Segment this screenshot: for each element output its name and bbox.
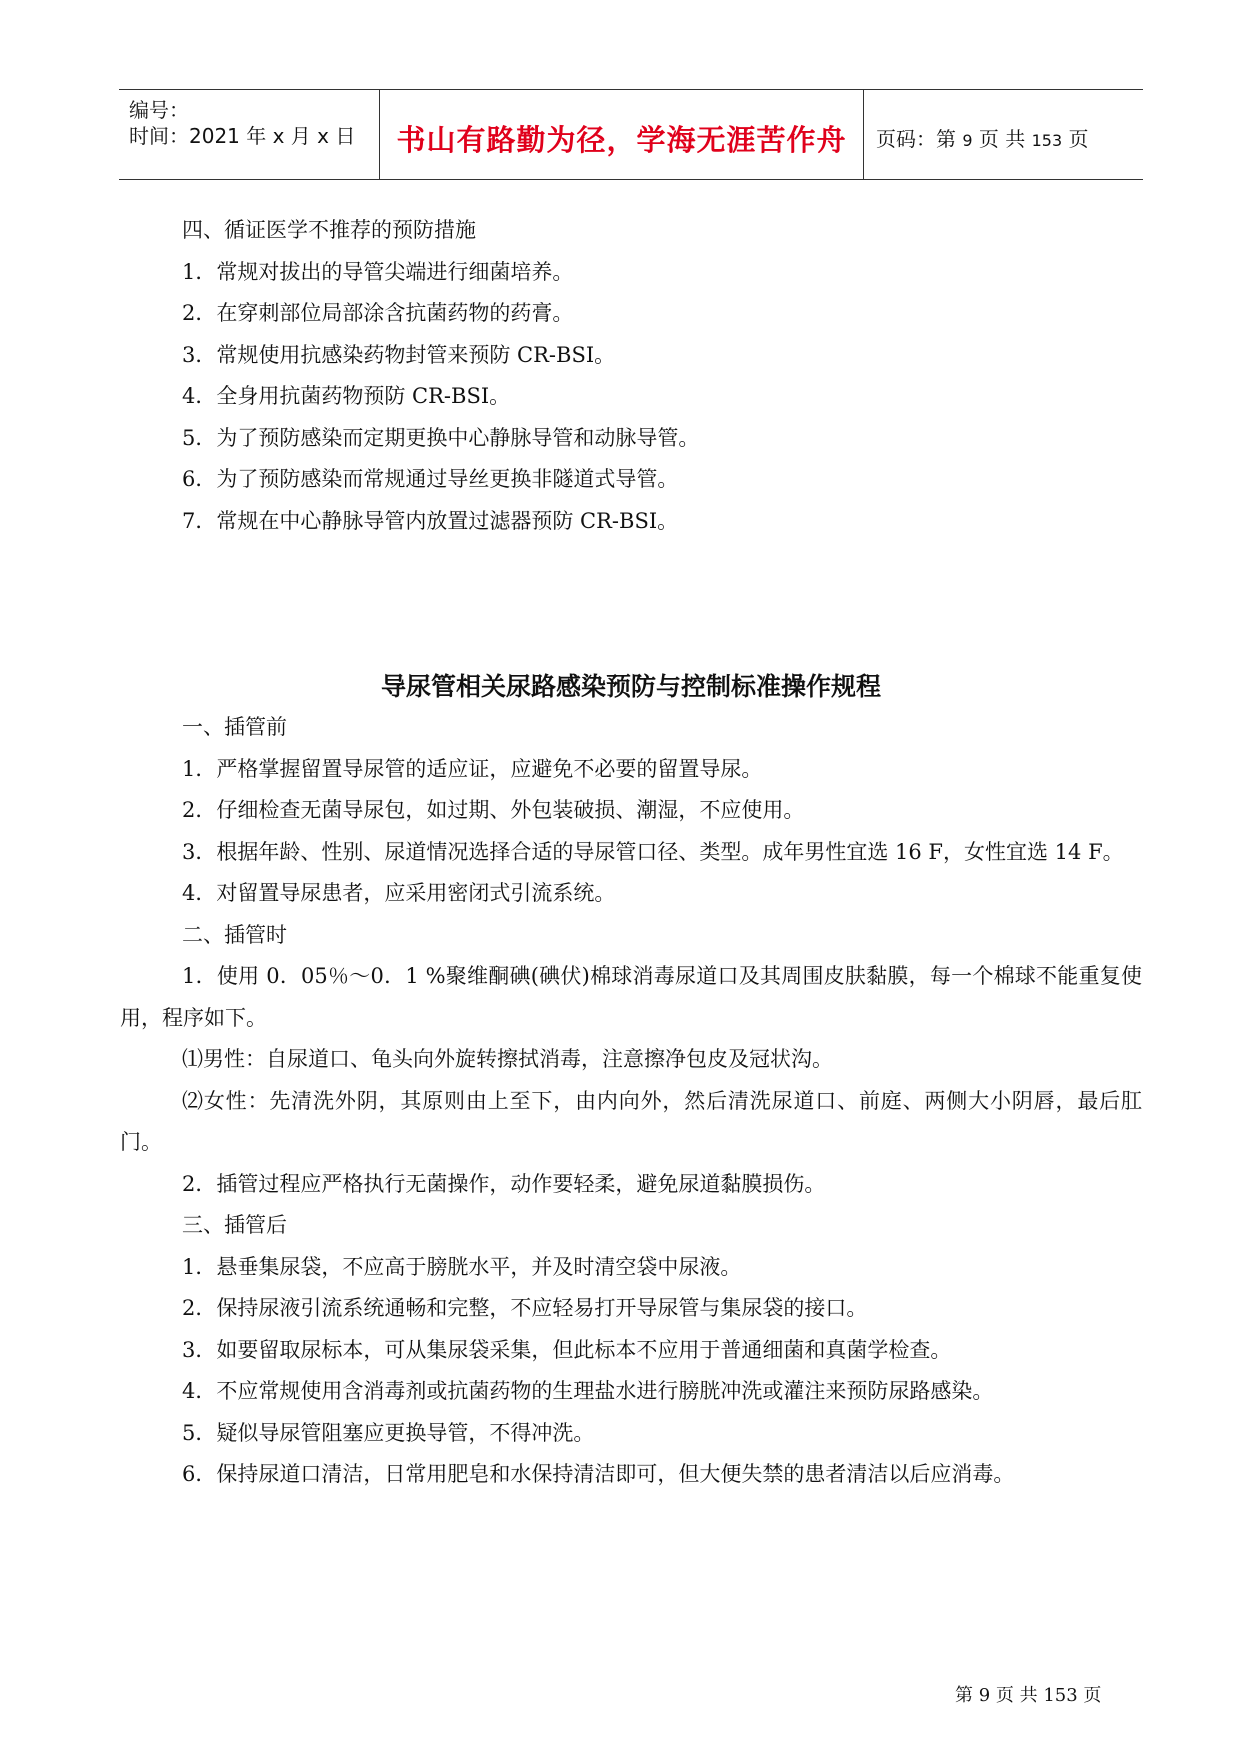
list-item: 2．插管过程应严格执行无菌操作，动作要轻柔，避免尿道黏膜损伤。 <box>182 1171 826 1196</box>
document-date: 时间：2021 年 x 月 x 日 <box>129 124 356 148</box>
header-page-mid: 页 共 <box>978 127 1026 151</box>
list-item: ⑴男性：自尿道口、龟头向外旋转擦拭消毒，注意擦净包皮及冠状沟。 <box>182 1047 833 1071</box>
list-item: 2．仔细检查无菌导尿包，如过期、外包装破损、潮湿，不应使用。 <box>182 798 805 822</box>
header-motto: 书山有路勤为径，学海无涯苦作舟 <box>396 123 847 157</box>
section-title: 导尿管相关尿路感染预防与控制标准操作规程 <box>380 672 881 701</box>
list-item: 6．为了预防感染而常规通过导丝更换非隧道式导管。 <box>182 467 679 491</box>
list-item: ⑵女性：先清洗外阴，其原则由上至下，由内向外，然后清洗尿道口、前庭、两侧大小阴唇，最后肛门。 <box>120 1088 1142 1154</box>
list-item: 2．在穿刺部位局部涂含抗菌药物的药膏。 <box>182 301 574 325</box>
list-item: 1．严格掌握留置导尿管的适应证，应避免不必要的留置导尿。 <box>182 756 763 781</box>
header-motto-cell <box>379 90 864 179</box>
subsection-heading-before: 一、插管前 <box>182 715 287 739</box>
list-item: 6．保持尿道口清洁，日常用肥皂和水保持清洁即可，但大便失禁的患者清洁以后应消毒。 <box>182 1462 1015 1486</box>
document-number-label: 编号： <box>129 98 189 122</box>
list-item: 4．不应常规使用含消毒剂或抗菌药物的生理盐水进行膀胱冲洗或灌注来预防尿路感染。 <box>182 1379 994 1403</box>
list-item: 3．常规使用抗感染药物封管来预防 CR-BSI。 <box>182 342 616 367</box>
page-footer: 第 9 页 共 153 页 <box>955 1685 1102 1706</box>
list-item: 7．常规在中心静脉导管内放置过滤器预防 CR-BSI。 <box>182 508 679 533</box>
header-page-suffix: 页 <box>1068 127 1089 151</box>
header-page-indicator <box>876 123 1089 152</box>
header-page-prefix: 页码：第 <box>876 127 956 151</box>
header-page-cell <box>864 90 1143 179</box>
subsection-heading-during: 二、插管时 <box>182 922 287 947</box>
list-item: 1．悬垂集尿袋，不应高于膀胱水平，并及时清空袋中尿液。 <box>182 1254 742 1279</box>
list-item: 5．疑似导尿管阻塞应更换导管，不得冲洗。 <box>182 1420 595 1445</box>
section-four-heading: 四、循证医学不推荐的预防措施 <box>182 218 476 242</box>
list-item: 4．对留置导尿患者，应采用密闭式引流系统。 <box>182 881 616 905</box>
header-meta-cell <box>119 90 379 179</box>
page-header <box>119 89 1143 180</box>
list-item: 1．常规对拔出的导管尖端进行细菌培养。 <box>182 259 574 284</box>
list-item: 3．根据年龄、性别、尿道情况选择合适的导尿管口径、类型。成年男性宜选 16 F，女性宜选 14 F。 <box>182 839 1124 864</box>
subsection-heading-after: 三、插管后 <box>182 1213 287 1237</box>
header-page-current: 9 <box>962 131 973 150</box>
list-item: 5．为了预防感染而定期更换中心静脉导管和动脉导管。 <box>182 425 700 450</box>
document-body <box>120 210 1142 1496</box>
list-item: 3．如要留取尿标本，可从集尿袋采集，但此标本不应用于普通细菌和真菌学检查。 <box>182 1337 952 1362</box>
list-item: 4．全身用抗菌药物预防 CR-BSI。 <box>182 384 511 408</box>
section-spacer <box>120 542 1142 667</box>
list-item: 1．使用 0．05％～0．1 %聚维酮碘(碘伏)棉球消毒尿道口及其周围皮肤黏膜，每一个棉球不能重复使用，程序如下。 <box>120 964 1142 1030</box>
header-page-total: 153 <box>1031 131 1063 150</box>
list-item: 2．保持尿液引流系统通畅和完整，不应轻易打开导尿管与集尿袋的接口。 <box>182 1296 868 1320</box>
